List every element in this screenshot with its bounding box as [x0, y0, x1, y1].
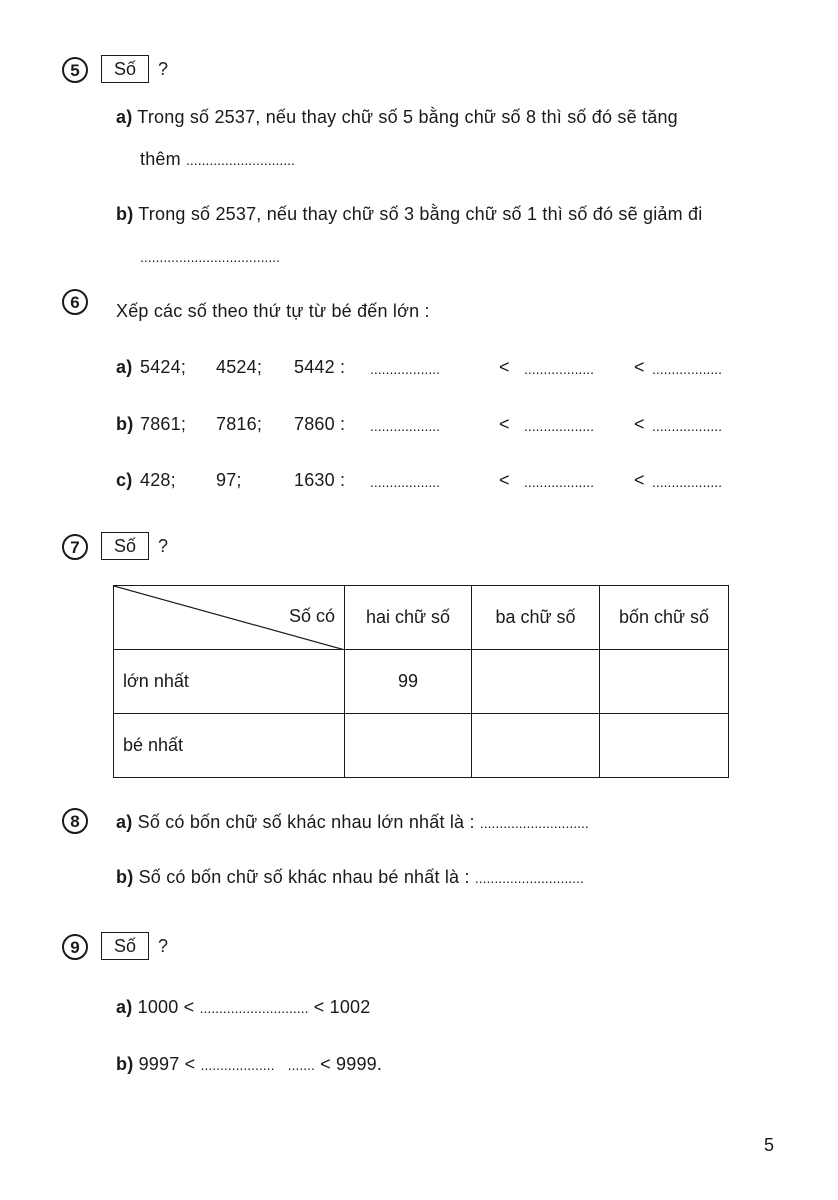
exercise-5-question-mark: ? [158, 59, 169, 79]
exercise-6b-blank-2[interactable]: .................. [524, 418, 595, 434]
exercise-5b [116, 204, 702, 225]
exercise-6c-less-than-2: < [634, 470, 645, 490]
exercise-7-number-icon: 7 [62, 534, 88, 560]
exercise-8b-answer-blank[interactable]: ............................ [474, 870, 584, 886]
exercise-6b-less-than-2: < [634, 414, 645, 434]
exercise-6a-blank-1[interactable]: .................. [370, 361, 441, 377]
exercise-6a-blank-3[interactable]: .................. [652, 361, 723, 377]
exercise-8b-label: b) [116, 867, 134, 887]
exercise-6-instruction: Xếp các số theo thứ tự từ bé đến lớn : [116, 301, 430, 321]
exercise-6-number-icon: 6 [62, 289, 88, 315]
exercise-5a [116, 107, 678, 128]
exercise-9a-right: < 1002 [313, 997, 371, 1017]
exercise-6c-n2: 97; [216, 470, 242, 490]
exercise-9-question-mark: ? [158, 936, 169, 956]
exercise-6a [116, 357, 132, 378]
exercise-5a-label: a) [116, 107, 133, 127]
exercise-6a-n3: 5442 : [294, 357, 346, 377]
exercise-8-number-icon: 8 [62, 808, 88, 834]
exercise-6b-n3: 7860 : [294, 414, 346, 434]
exercise-9a [116, 997, 370, 1018]
table-corner-cell [114, 586, 345, 650]
exercise-7-table [113, 585, 729, 778]
exercise-9b [116, 1054, 382, 1075]
exercise-8b [116, 867, 584, 888]
exercise-6c-less-than-1: < [499, 470, 510, 490]
exercise-6c-blank-2[interactable]: .................. [524, 474, 595, 490]
exercise-8b-text: Số có bốn chữ số khác nhau bé nhất là : [138, 867, 470, 887]
table-column-header: ba chữ số [472, 586, 600, 650]
exercise-6a-n1: 5424; [140, 357, 187, 377]
exercise-9-so-box: Số [101, 932, 149, 960]
exercise-6a-blank-2[interactable]: .................. [524, 361, 595, 377]
exercise-6b-less-than-1: < [499, 414, 510, 434]
table-cell[interactable]: 99 [345, 650, 472, 714]
exercise-5a-text: Trong số 2537, nếu thay chữ số 5 bằng chữ số 8 thì số đó sẽ tăng [137, 107, 678, 127]
exercise-6c-n1: 428; [140, 470, 176, 490]
exercise-9b-answer-blank-1[interactable]: ................... [200, 1057, 275, 1073]
table-cell[interactable] [472, 714, 600, 778]
table-header-row [114, 586, 729, 650]
exercise-6b-blank-3[interactable]: .................. [652, 418, 723, 434]
table-row-label: lớn nhất [114, 650, 345, 714]
exercise-9b-left: 9997 < [138, 1054, 196, 1074]
exercise-6c-label: c) [116, 470, 133, 490]
exercise-9a-left: 1000 < [137, 997, 195, 1017]
table-cell[interactable] [600, 650, 729, 714]
exercise-6c [116, 470, 132, 491]
exercise-8a-text: Số có bốn chữ số khác nhau lớn nhất là : [137, 812, 475, 832]
table-corner-label: Số có [288, 606, 335, 626]
page-number: 5 [764, 1135, 775, 1155]
exercise-5a-line2-text: thêm [140, 149, 181, 169]
exercise-8a-label: a) [116, 812, 133, 832]
table-cell[interactable] [600, 714, 729, 778]
exercise-9a-label: a) [116, 997, 133, 1017]
exercise-6a-less-than-1: < [499, 357, 510, 377]
exercise-9b-answer-blank-2[interactable]: ....... [287, 1057, 315, 1073]
exercise-5b-label: b) [116, 204, 134, 224]
exercise-9a-answer-blank[interactable]: ............................ [199, 1000, 309, 1016]
exercise-8a-answer-blank[interactable]: ............................ [479, 815, 589, 831]
exercise-6b-blank-1[interactable]: .................. [370, 418, 441, 434]
exercise-9b-right: < 9999. [320, 1054, 383, 1074]
table-row [114, 650, 729, 714]
table-column-header: hai chữ số [345, 586, 472, 650]
exercise-7-question-mark: ? [158, 536, 169, 556]
exercise-6c-n3: 1630 : [294, 470, 346, 490]
exercise-6a-n2: 4524; [216, 357, 263, 377]
table-row-label: bé nhất [114, 714, 345, 778]
exercise-6b-label: b) [116, 414, 134, 434]
exercise-9-number-icon: 9 [62, 934, 88, 960]
exercise-5a-line2 [140, 149, 295, 170]
exercise-5b-answer-blank[interactable]: .................................... [140, 249, 281, 265]
table-cell[interactable] [472, 650, 600, 714]
exercise-6c-blank-1[interactable]: .................. [370, 474, 441, 490]
table-cell[interactable] [345, 714, 472, 778]
exercise-7-so-box: Số [101, 532, 149, 560]
exercise-6b-n1: 7861; [140, 414, 187, 434]
exercise-5-so-box: Số [101, 55, 149, 83]
exercise-8a [116, 812, 589, 833]
exercise-6c-blank-3[interactable]: .................. [652, 474, 723, 490]
table-column-header: bốn chữ số [600, 586, 729, 650]
table-row [114, 714, 729, 778]
exercise-5-number-icon: 5 [62, 57, 88, 83]
exercise-5a-answer-blank[interactable]: ............................ [186, 152, 295, 168]
exercise-6a-label: a) [116, 357, 133, 377]
exercise-6b-n2: 7816; [216, 414, 263, 434]
exercise-5b-text: Trong số 2537, nếu thay chữ số 3 bằng chữ số 1 thì số đó sẽ giảm đi [138, 204, 703, 224]
exercise-9b-label: b) [116, 1054, 134, 1074]
exercise-6b [116, 414, 133, 435]
exercise-6a-less-than-2: < [634, 357, 645, 377]
